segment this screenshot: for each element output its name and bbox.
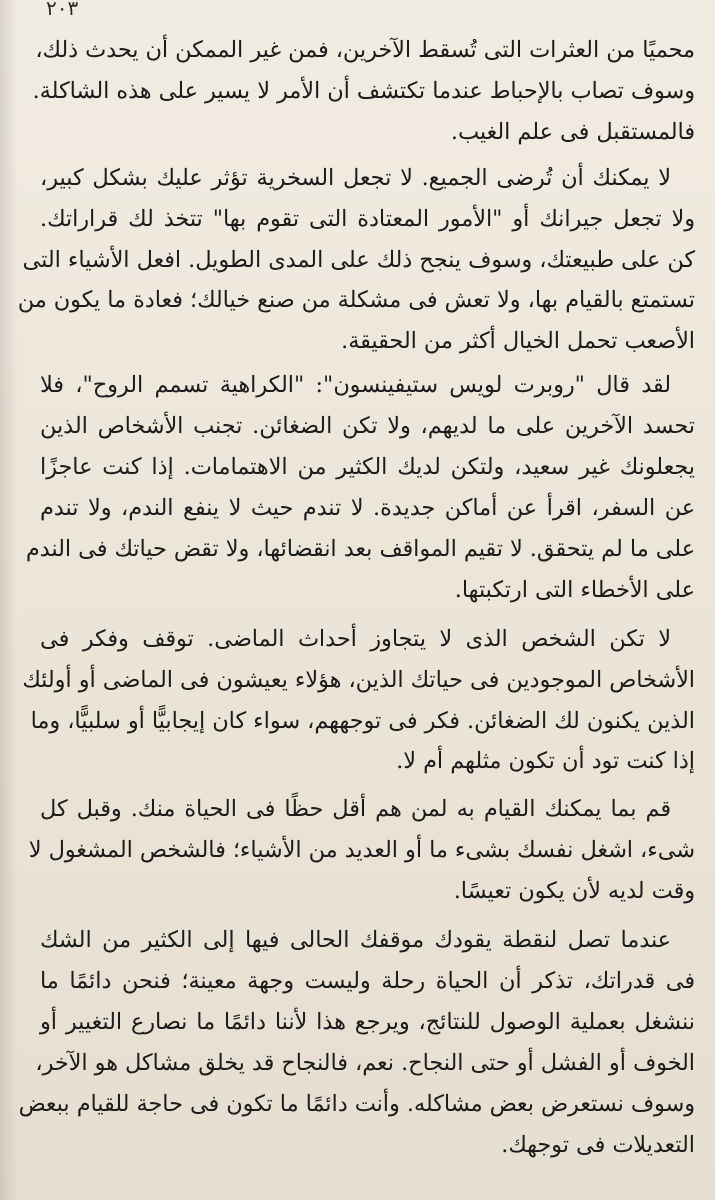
text-line: فالمستقبل فى علم الغيب. — [450, 118, 695, 145]
paragraph-2 — [17, 158, 695, 363]
text-line: لا يمكنك أن تُرضى الجميع. لا تجعل السخرية تؤثر عليك بشكل كبير، — [40, 164, 671, 191]
text-line: الذين يكنون لك الضغائن. فكر فى توجههم، سواء كان إيجابيًّا أو سلبيًّا، وما — [30, 707, 695, 734]
text-line: وسوف تصاب بالإحباط عندما تكتشف أن الأمر لا يسير على هذه الشاكلة. — [32, 77, 695, 104]
text-line: وقت لديه لأن يكون تعيسًا. — [453, 878, 695, 905]
text-line: تحسد الآخرين على ما لديهم، ولا تكن الضغائن. تجنب الأشخاص الذين — [40, 413, 695, 440]
paragraph-5 — [28, 789, 695, 912]
text-line: لقد قال "روبرت لويس ستيفينسون": "الكراهية تسمم الروح"، فلا — [40, 372, 671, 399]
text-line: عندما تصل لنقطة يقودك موقفك الحالى فيها إلى الكثير من الشك — [40, 927, 671, 954]
text-line: قم بما يمكنك القيام به لمن هم أقل حظًا فى الحياة منك. وقبل كل — [40, 796, 671, 823]
page-number: ٢٠٣ — [46, 0, 79, 20]
text-line: وسوف نستعرض بعض مشاكله. وأنت دائمًا ما تكون فى حاجة للقيام ببعض — [18, 1090, 695, 1117]
text-line: محميًا من العثرات التى تُسقط الآخرين، فمن غير الممكن أن يحدث ذلك، — [35, 37, 695, 63]
paragraph-3 — [25, 365, 695, 610]
text-line: على الأخطاء التى ارتكبتها. — [454, 576, 695, 603]
text-line: يجعلونك غير سعيد، ولتكن لديك الكثير من الاهتمامات. إذا كنت عاجزًا — [40, 454, 695, 481]
text-line: ولا تجعل جيرانك أو "الأمور المعتادة التى تقوم بها" تتخذ لك قراراتك. — [40, 205, 695, 232]
page-fold-shadow — [0, 0, 18, 1200]
text-line: إذا كنت تود أن تكون مثلهم أم لا. — [396, 748, 695, 775]
paragraph-1 — [32, 30, 695, 153]
text-line: لا تكن الشخص الذى لا يتجاوز أحداث الماضى. توقف وفكر فى — [40, 625, 671, 652]
text-line: كن على طبيعتك، وسوف ينجح ذلك على المدى الطويل. افعل الأشياء التى — [22, 246, 695, 273]
paragraph-6 — [18, 920, 695, 1165]
text-line: الخوف أو الفشل أو حتى النجاح. نعم، فالنجاح قد يخلق مشاكل هو الآخر، — [35, 1049, 695, 1076]
paragraph-4 — [22, 619, 695, 783]
text-line: الأصعب تحمل الخيال أكثر من الحقيقة. — [341, 328, 695, 355]
body-text — [17, 30, 695, 1167]
text-line: فى قدراتك، تذكر أن الحياة رحلة وليست وجهة معينة؛ فنحن دائمًا ما — [40, 967, 695, 994]
text-line: تستمتع بالقيام بها، ولا تعش فى مشكلة من صنع خيالك؛ فعادة ما يكون من — [17, 287, 695, 314]
text-line: عن السفر، اقرأ عن أماكن جديدة. لا تندم حيث لا ينفع الندم، ولا تندم — [40, 494, 695, 521]
text-line: التعديلات فى توجهك. — [501, 1131, 695, 1158]
text-line: الأشخاص الموجودين فى حياتك الذين، هؤلاء يعيشون فى الماضى أو أولئك — [22, 666, 695, 693]
text-line: ننشغل بعملية الوصول للنتائج، ويرجع هذا لأننا دائمًا ما نصارع التغيير أو — [40, 1008, 695, 1035]
text-line: على ما لم يتحقق. لا تقيم المواقف بعد انقضائها، ولا تقض حياتك فى الندم — [25, 535, 695, 562]
text-line: شىء، اشغل نفسك بشىء ما أو العديد من الأشياء؛ فالشخص المشغول لا — [28, 837, 695, 864]
